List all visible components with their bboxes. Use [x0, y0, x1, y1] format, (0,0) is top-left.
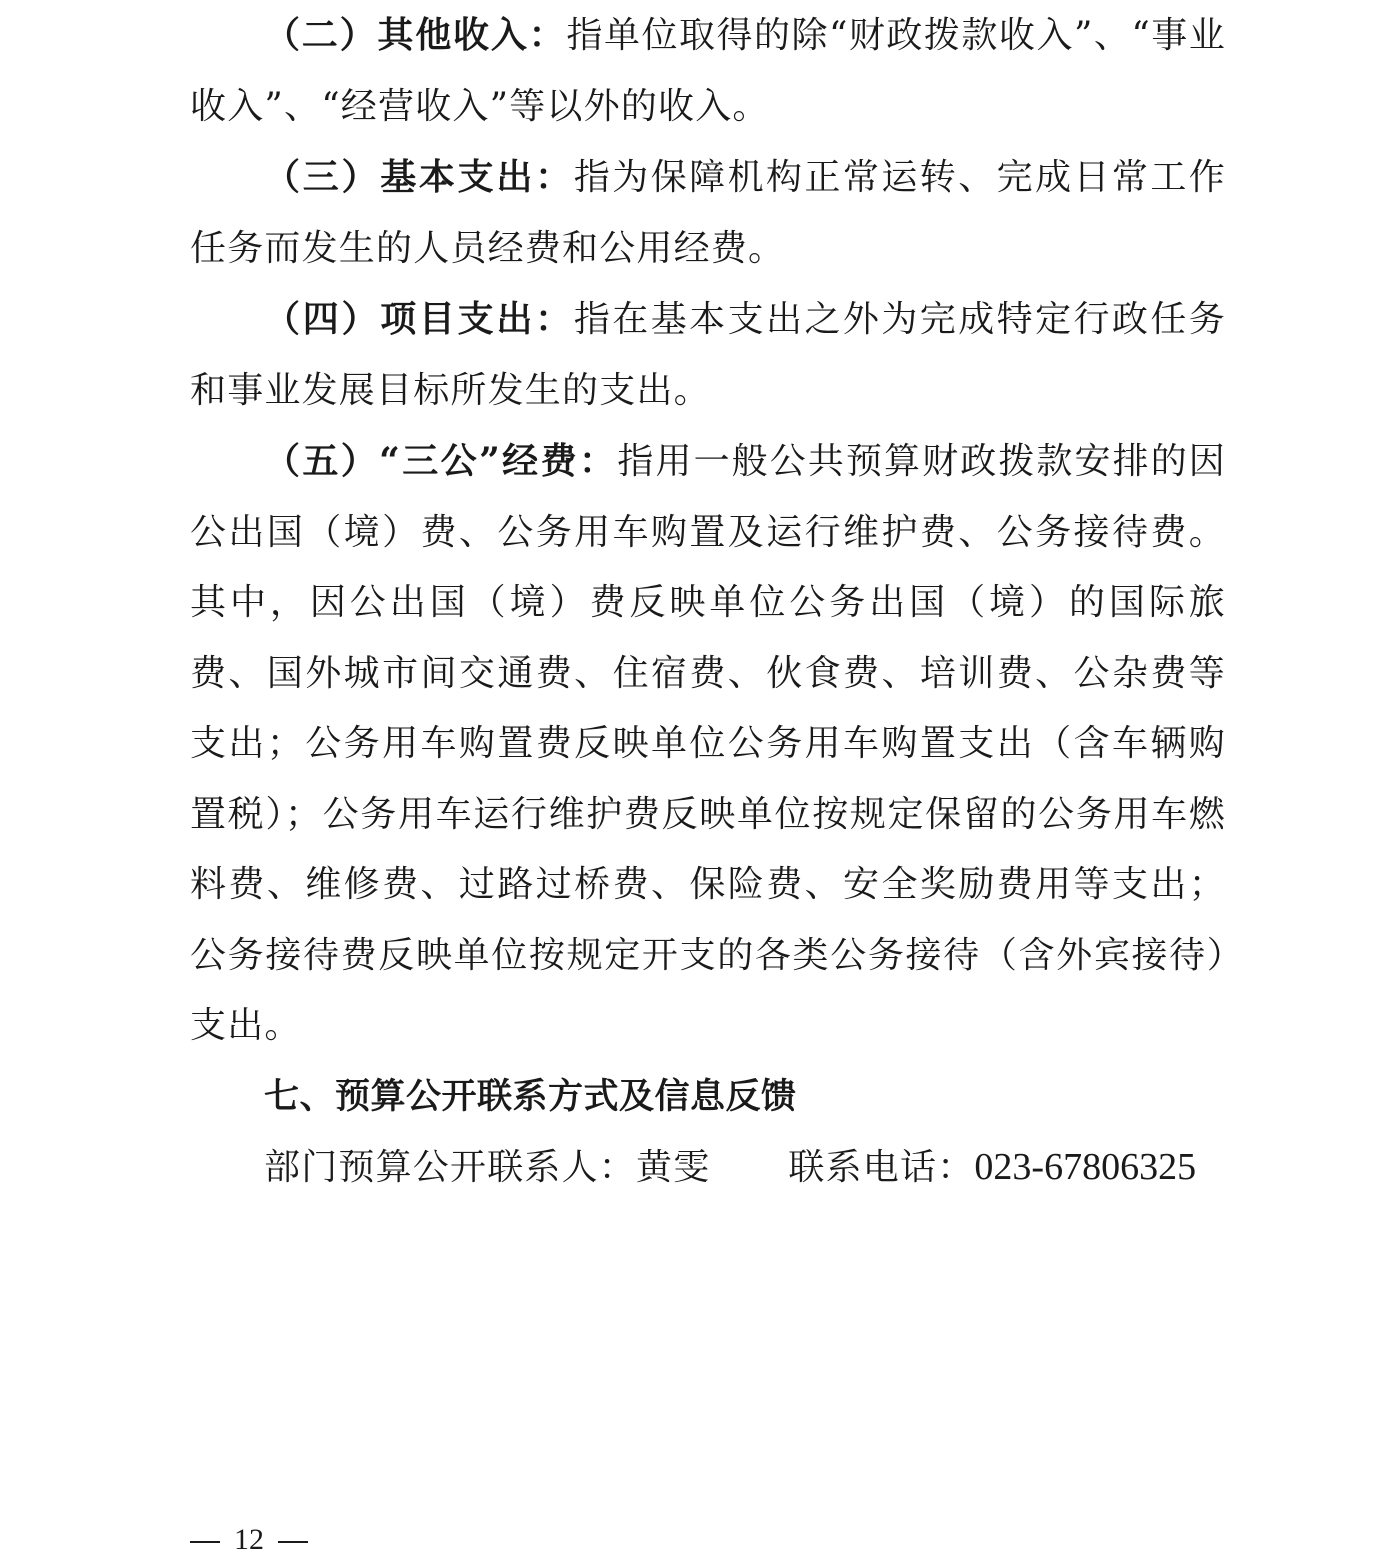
definition-term: （五）“三公”经费：: [264, 440, 618, 482]
page-number: 12: [234, 1523, 264, 1556]
definition-text: 指用一般公共预算财政拨款安排的因公出国（境）费、公务用车购置及运行维护费、公务接待费。其中，因公出国（境）费反映单位公务出国（境）的国际旅费、国外城市间交通费、住宿费、伙食费、培训费、公杂费等支出；公务用车购置费反映单位公务用车购置支出（含车辆购置税）；公务用车运行维护费反映单位按规定保留的公务用车燃料费、维修费、过路过桥费、保险费、安全奖励费用等支出；公务接待费反映单位按规定开支的各类公务接待（含外宾接待）支出。: [190, 441, 1227, 1046]
definition-basic-expenditure: [190, 142, 1226, 284]
definition-text: 指单位取得的除“财政拨款收入”、“事业收入”、“经营收入”等以外的收入。: [190, 15, 1226, 127]
definition-term: （二）其他收入：: [264, 14, 567, 56]
contact-person: 部门预算公开联系人：黄雯: [264, 1147, 711, 1188]
definition-three-public-expenses: [190, 426, 1226, 1062]
section-heading-contact: 七、预算公开联系方式及信息反馈: [264, 1076, 797, 1117]
footer-dash-left: [190, 1541, 220, 1543]
document-body: [190, 0, 1226, 1204]
phone-label: 联系电话：: [788, 1147, 975, 1188]
definition-other-income: [190, 0, 1226, 142]
definition-text: 指在基本支出之外为完成特定行政任务和事业发展目标所发生的支出。: [190, 299, 1226, 411]
definition-text: 指为保障机构正常运转、完成日常工作任务而发生的人员经费和公用经费。: [190, 157, 1226, 269]
contact-line: [190, 1132, 1226, 1204]
phone-number: 023-67806325: [974, 1146, 1197, 1188]
definition-project-expenditure: [190, 284, 1226, 426]
definition-term: （四）项目支出：: [264, 298, 574, 340]
footer-dash-right: [278, 1541, 308, 1543]
page-footer: [190, 1520, 322, 1560]
definition-term: （三）基本支出：: [264, 156, 574, 198]
